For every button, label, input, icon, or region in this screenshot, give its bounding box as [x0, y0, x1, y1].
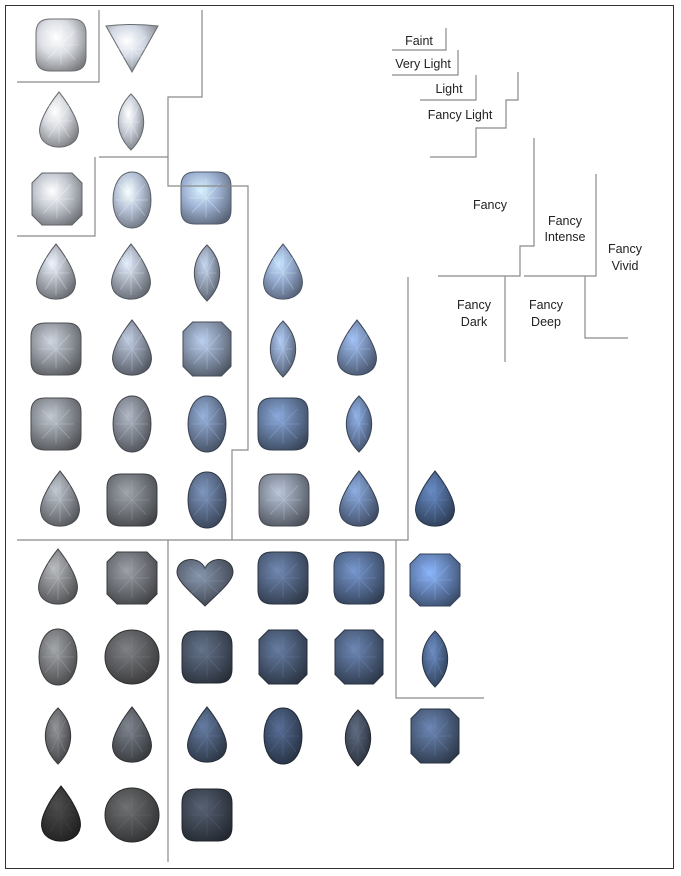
gem-emerald [259, 630, 307, 684]
label-fancy-vivid-line1: Fancy [607, 242, 643, 256]
label-light: Light [435, 82, 463, 96]
gem-radiant [107, 552, 157, 604]
gem-radiant [410, 554, 460, 606]
gem-marquise [346, 396, 371, 452]
gem-pear [113, 320, 152, 375]
label-fancy-deep-line1: Fancy [528, 298, 564, 312]
gem-cushion [181, 172, 231, 224]
gem-pear [39, 549, 78, 604]
gem-cushion [182, 631, 232, 683]
gem-marquise [194, 245, 219, 301]
gem-cushion [258, 552, 308, 604]
gem-oval [39, 629, 77, 685]
legend-line-fancy-vivid [585, 276, 628, 338]
gem-cushion [107, 474, 157, 526]
gem-oval [113, 396, 151, 452]
gem-marquise [345, 710, 370, 766]
label-fancy-intense-line1: Fancy [547, 214, 583, 228]
gem-radiant [32, 173, 82, 225]
gem-triangle [106, 25, 158, 73]
gem-marquise [45, 708, 70, 764]
gem-emerald [335, 630, 383, 684]
label-faint: Faint [405, 34, 433, 48]
gem-pear [264, 244, 303, 299]
gem-round [105, 788, 159, 842]
label-very-light: Very Light [395, 57, 451, 71]
gem-cushion [259, 474, 309, 526]
gem-cushion [31, 323, 81, 375]
gem-pear [112, 244, 151, 299]
grade-labels [395, 34, 643, 329]
gem-oval [113, 172, 151, 228]
gem-pear [338, 320, 377, 375]
gem-oval [188, 396, 226, 452]
gem-cushion [258, 398, 308, 450]
gem-heart [177, 559, 233, 606]
gem-marquise [422, 631, 447, 687]
gem-cushion [182, 789, 232, 841]
gem-cushion [36, 19, 86, 71]
label-fancy-dark-line1: Fancy [456, 298, 492, 312]
gem-marquise [270, 321, 295, 377]
gem-pear [42, 786, 81, 841]
gem-pear [416, 471, 455, 526]
gem-pear [37, 244, 76, 299]
label-fancy: Fancy [472, 198, 508, 212]
gem-cushion [334, 552, 384, 604]
boundary-lines [17, 10, 628, 862]
label-fancy-intense-line2: Intense [544, 230, 586, 244]
label-fancy-deep-line2: Deep [531, 315, 561, 329]
gem-emerald [183, 322, 231, 376]
label-fancy-light: Fancy Light [427, 108, 493, 122]
gem-pear [41, 471, 80, 526]
gem-oval [264, 708, 302, 764]
gem-pear [40, 92, 79, 147]
gem-pear [340, 471, 379, 526]
gem-pear [113, 707, 152, 762]
gem-round [105, 630, 159, 684]
gem-cushion [31, 398, 81, 450]
gem-emerald [411, 709, 459, 763]
label-fancy-vivid-line2: Vivid [611, 259, 639, 273]
gem-marquise [118, 94, 143, 150]
gem-grid [31, 19, 460, 842]
label-fancy-dark-line2: Dark [460, 315, 488, 329]
gem-pear [188, 707, 227, 762]
gem-oval [188, 472, 226, 528]
